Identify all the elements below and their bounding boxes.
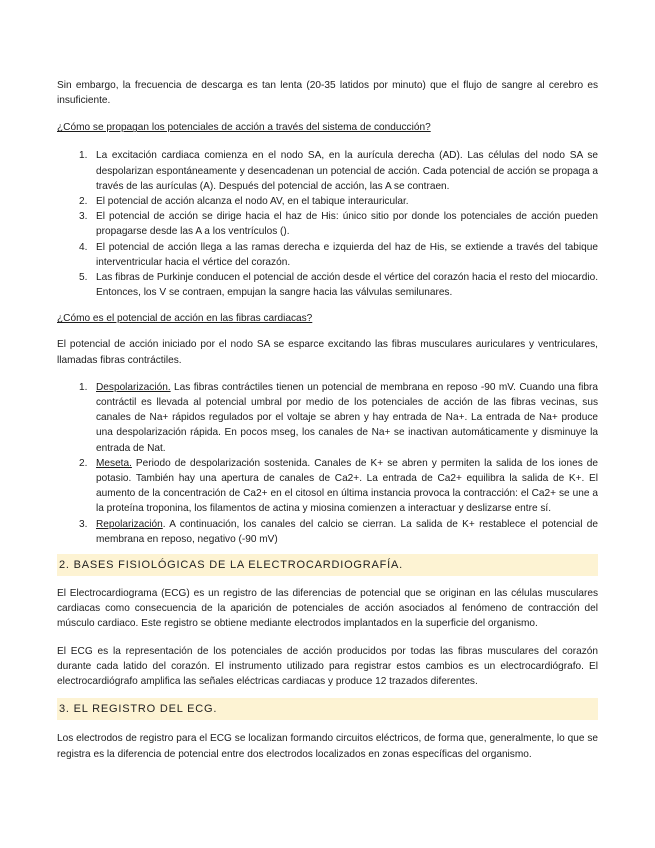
section-2-heading: 2. BASES FISIOLÓGICAS DE LA ELECTROCARDIOGRAFÍA. bbox=[57, 554, 598, 576]
phase-term: Meseta. bbox=[96, 457, 132, 469]
phase-term: Despolarización. bbox=[96, 381, 171, 393]
list-item: 1. Despolarización. Las fibras contráctiles tienen un potencial de membrana en reposo -90 mV. Cuando una fibra contráctil es llevada al potencial umbral por medio de los potenciales de acción de las fibras vecinas, sus canales de Na+ rápidos regulados por el voltaje se abren y hay entrada de Na+. La entrada de Na+ produce una despolarización rápida. En pocos mseg, los canales de Na+ se inactivan automáticamente y disminuye la entrada de Nat. bbox=[79, 381, 598, 454]
question-action-potential: ¿Cómo es el potencial de acción en las fibras cardiacas? bbox=[57, 313, 313, 325]
phases-list bbox=[57, 380, 598, 547]
list-item: 4. El potencial de acción llega a las ramas derecha e izquierda del haz de His, se extiende a través del tabique interventricular hacia el vértice del corazón. bbox=[79, 241, 598, 268]
fibers-intro-paragraph: El potencial de acción iniciado por el nodo SA se esparce excitando las fibras musculares auriculares y ventriculares, llamadas fibras contráctiles. bbox=[57, 339, 598, 366]
question-conduction: ¿Cómo se propagan los potenciales de acción a través del sistema de conducción? bbox=[57, 122, 431, 134]
list-item: 1. La excitación cardiaca comienza en el nodo SA, en la aurícula derecha (AD). Las células del nodo SA se despolarizan espontáneamente y desencadenan un potencial de acción. Cada potencial de acción se propaga a través de las aurículas (A). Después del potencial de acción, las A se contraen. bbox=[79, 150, 598, 192]
document-content bbox=[57, 78, 598, 762]
section-2-paragraph-2: El ECG es la representación de los potenciales de acción producidos por todas las fibras musculares del corazón durante cada latido del corazón. El instrumento utilizado para registrar estos cambios es un electrocardiógrafo. El electrocardiógrafo amplifica las señales eléctricas cardiacas y produce 12 trazados diferentes. bbox=[57, 645, 598, 688]
phase-term: Repolarización bbox=[96, 518, 163, 530]
section-2-paragraph-1: El Electrocardiograma (ECG) es un registro de las diferencias de potencial que se originan en las células musculares cardiacas como consecuencia de la aparición de potenciales de acción asociados al fenómeno de contracción del músculo cardiaco. Este registro se obtiene mediante electrodos implantados en la superficie del organismo. bbox=[57, 588, 598, 630]
section-3-heading: 3. EL REGISTRO DEL ECG. bbox=[57, 698, 598, 720]
list-item: 2. Meseta. Periodo de despolarización sostenida. Canales de K+ se abren y permiten la salida de los iones de potasio. También hay una apertura de canales de Ca2+. La entrada de Ca2+ equilibra la salida de K+. El aumento de la concentración de Ca2+ en el citosol en última instancia provoca la contracción: el Ca2+ se une a la proteína troponina, los filamentos de actina y miosina comienzen a interactuar y deslizarse entre sí. bbox=[79, 457, 598, 515]
conduction-steps-list bbox=[57, 148, 598, 300]
section-3-paragraph-1: Los electrodos de registro para el ECG se localizan formando circuitos eléctricos, de forma que, generalmente, lo que se registra es la diferencia de potencial entre dos electrodos localizados en zonas específicas del organismo. bbox=[57, 733, 598, 760]
list-item: 5. Las fibras de Purkinje conducen el potencial de acción desde el vértice del corazón hacia el resto del miocardio. Entonces, los V se contraen, empujan la sangre hacia las válvulas semilunares. bbox=[79, 272, 598, 299]
list-item: 2. El potencial de acción alcanza el nodo AV, en el tabique interauricular. bbox=[79, 196, 409, 208]
intro-paragraph: Sin embargo, la frecuencia de descarga es tan lenta (20-35 latidos por minuto) que el flujo de sangre al cerebro es insuficiente. bbox=[57, 80, 598, 107]
list-item: 3. El potencial de acción se dirige hacia el haz de His: único sitio por donde los potenciales de acción pueden propagarse desde las A a los ventrículos (). bbox=[79, 211, 598, 238]
list-item: 3. Repolarización. A continuación, los canales del calcio se cierran. La salida de K+ restablece el potencial de membrana en reposo, negativo (-90 mV) bbox=[79, 518, 598, 545]
